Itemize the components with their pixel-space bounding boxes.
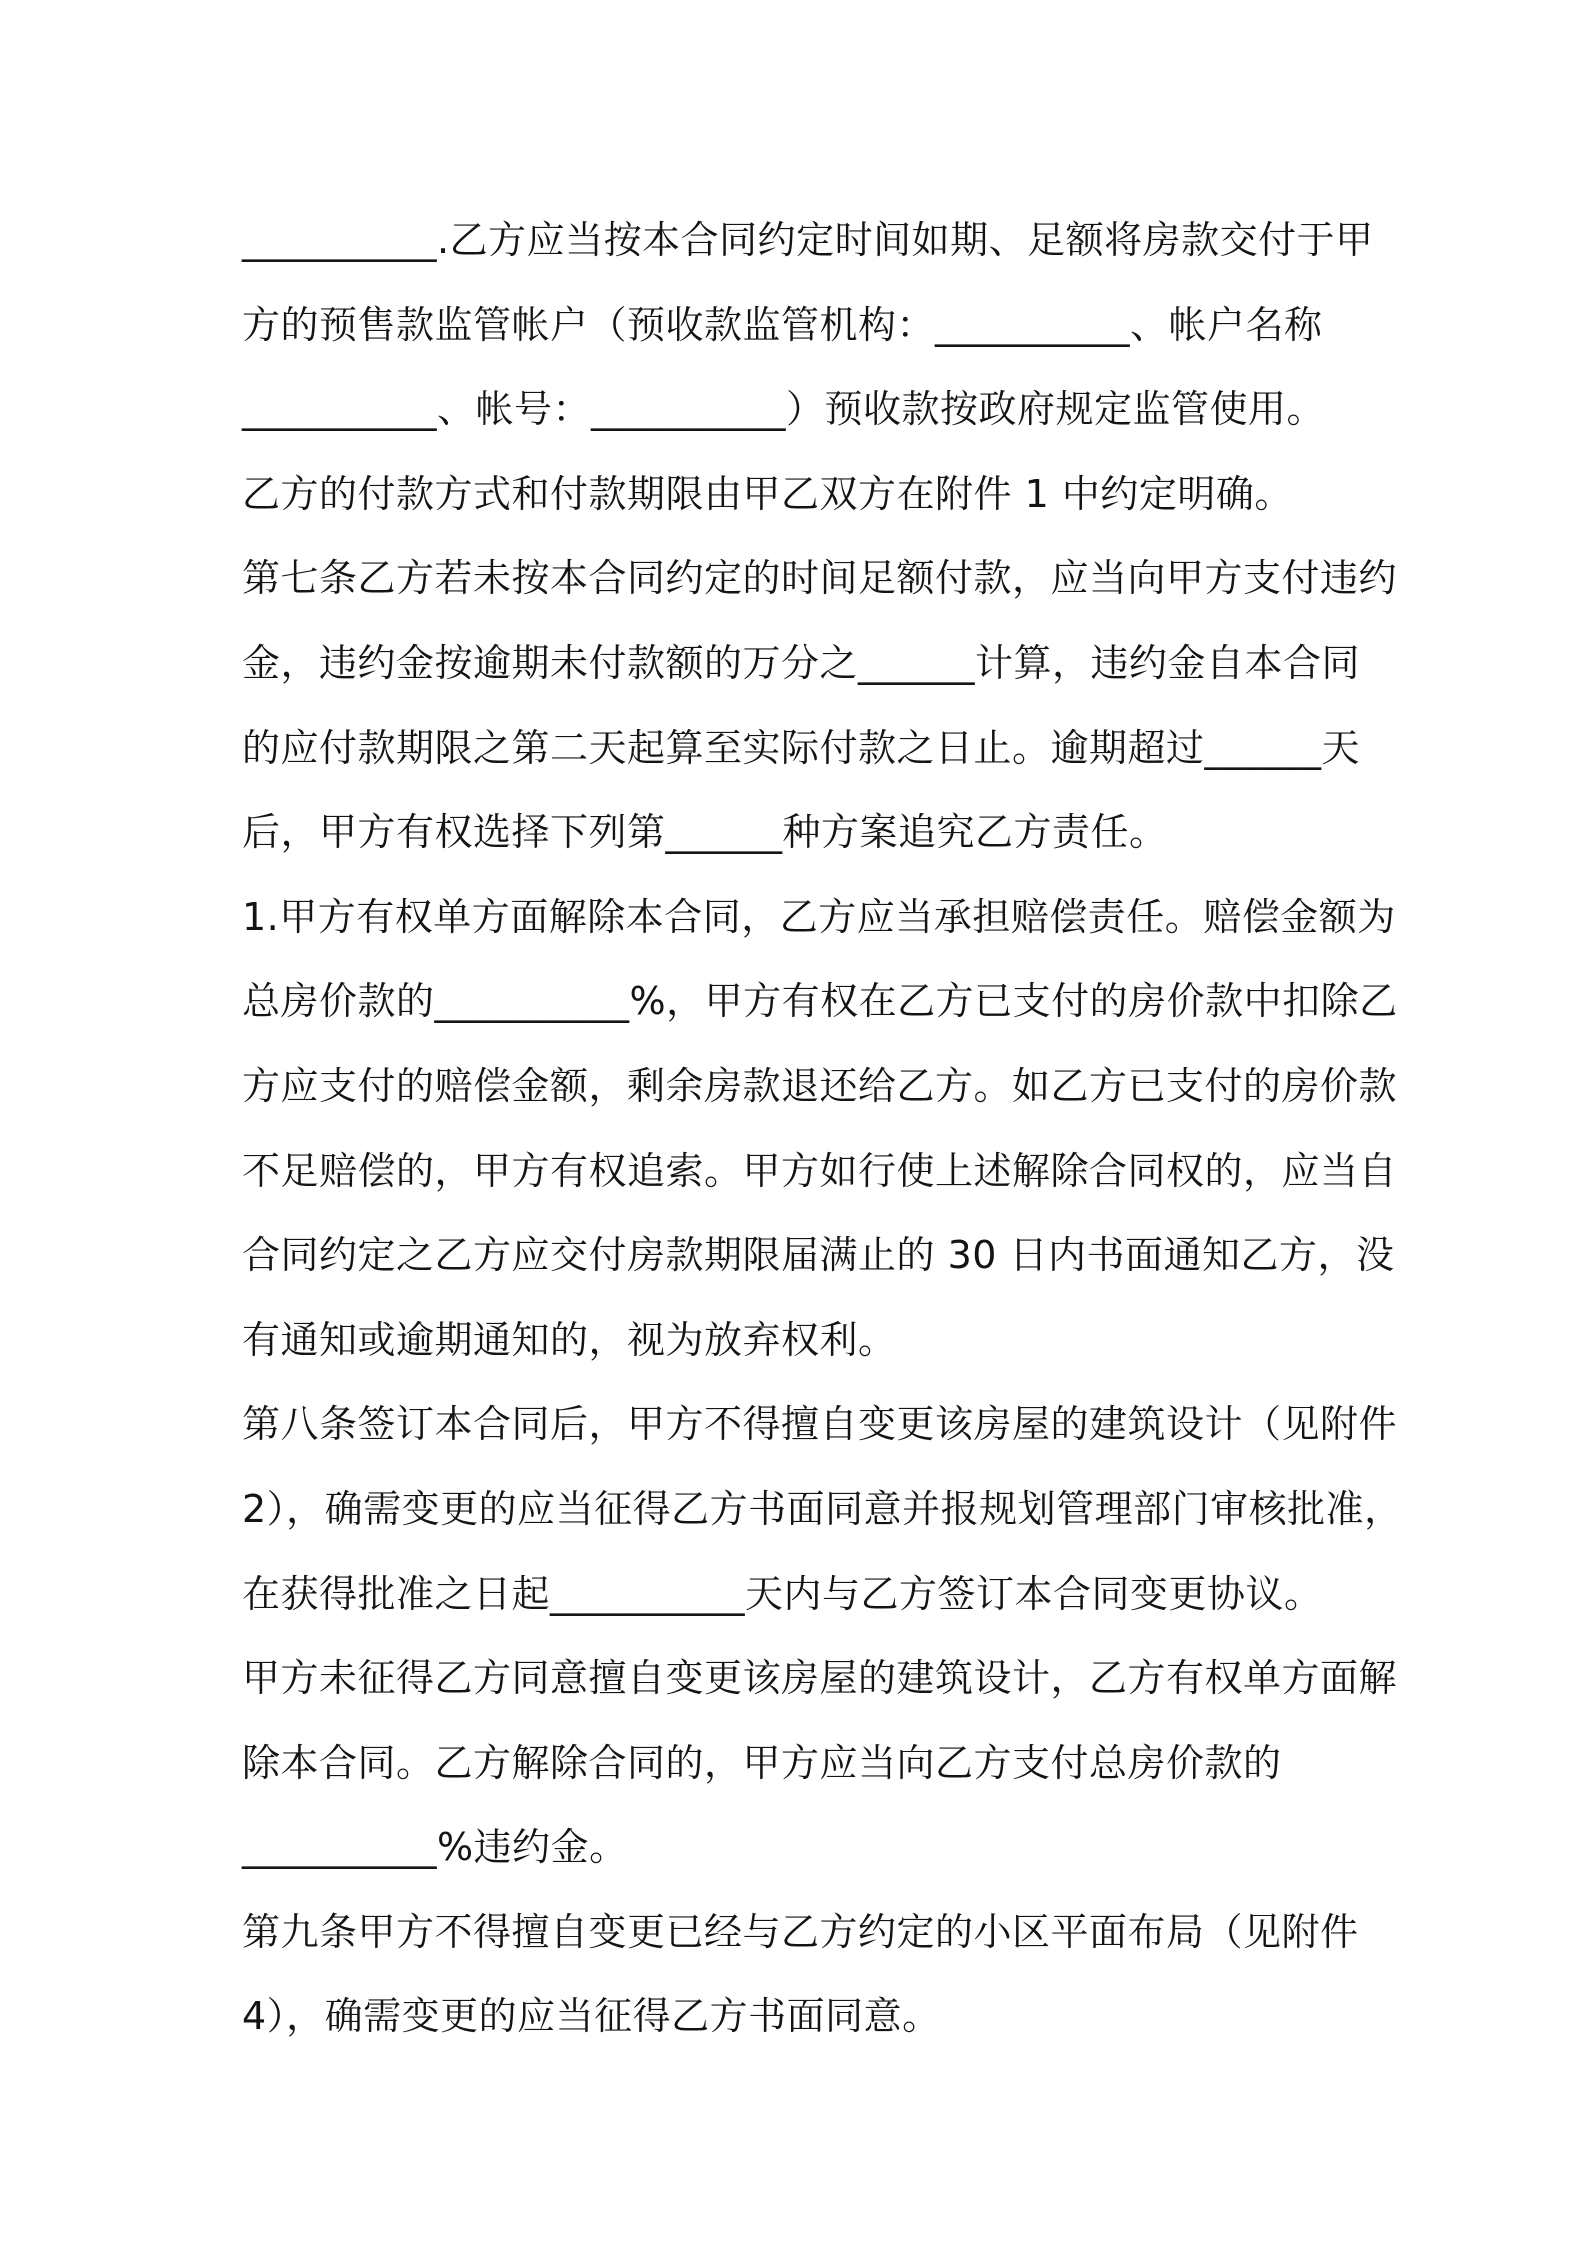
contract-text	[242, 198, 1403, 2059]
text-line: 总房价款的__________%，甲方有权在乙方已支付的房价款中扣除乙	[242, 979, 1398, 1024]
text-line: 第九条甲方不得擅自变更已经与乙方约定的小区平面布局（见附件	[242, 1909, 1359, 1954]
text-line: __________%违约金。	[242, 1825, 628, 1870]
text-line: 甲方未征得乙方同意擅自变更该房屋的建筑设计，乙方有权单方面解	[242, 1656, 1398, 1701]
text-line: 后，甲方有权选择下列第______种方案追究乙方责任。	[242, 810, 1168, 855]
text-line: 1.甲方有权单方面解除本合同，乙方应当承担赔偿责任。赔偿金额为	[242, 894, 1396, 939]
text-line: 2），确需变更的应当征得乙方书面同意并报规划管理部门审核批准，	[242, 1486, 1403, 1531]
text-line: 有通知或逾期通知的，视为放弃权利。	[242, 1317, 897, 1362]
text-line: 不足赔偿的，甲方有权追索。甲方如行使上述解除合同权的，应当自	[242, 1148, 1398, 1193]
text-line: 4），确需变更的应当征得乙方书面同意。	[242, 1994, 941, 2039]
text-line: 除本合同。乙方解除合同的，甲方应当向乙方支付总房价款的	[242, 1740, 1282, 1785]
text-line: __________.乙方应当按本合同约定时间如期、足额将房款交付于甲	[242, 218, 1374, 262]
text-line: __________、帐号：__________）预收款按政府规定监管使用。	[242, 387, 1326, 432]
text-line: 第八条签订本合同后，甲方不得擅自变更该房屋的建筑设计（见附件	[242, 1402, 1398, 1447]
text-line: 方的预售款监管帐户（预收款监管机构：__________、帐户名称	[242, 302, 1323, 347]
text-line: 在获得批准之日起__________天内与乙方签订本合同变更协议。	[242, 1571, 1323, 1616]
text-line: 第七条乙方若未按本合同约定的时间足额付款，应当向甲方支付违约	[242, 556, 1398, 601]
text-line: 方应支付的赔偿金额，剩余房款退还给乙方。如乙方已支付的房价款	[242, 1063, 1398, 1108]
text-line: 的应付款期限之第二天起算至实际付款之日止。逾期超过______天	[242, 725, 1361, 770]
text-line: 合同约定之乙方应交付房款期限届满止的 30 日内书面通知乙方，没	[242, 1233, 1395, 1278]
text-line: 乙方的付款方式和付款期限由甲乙双方在附件 1 中约定明确。	[242, 471, 1293, 516]
text-line: 金，违约金按逾期未付款额的万分之______计算，违约金自本合同	[242, 640, 1361, 685]
